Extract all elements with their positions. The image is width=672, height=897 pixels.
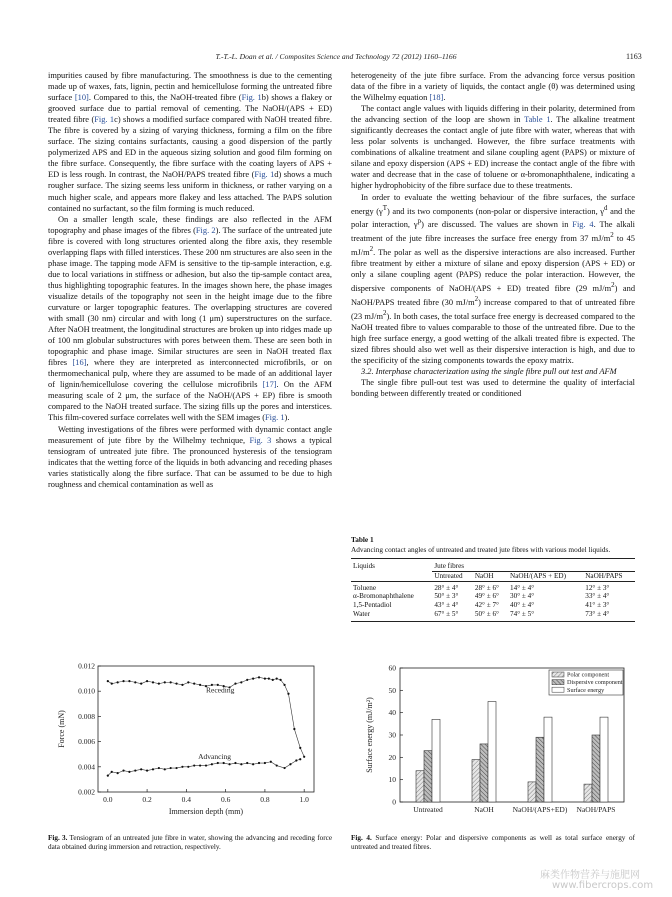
annotation-receding: Receding: [206, 685, 235, 695]
data-point: [268, 678, 270, 680]
legend-swatch: [552, 672, 564, 677]
data-point: [134, 769, 136, 771]
legend-label: Polar component: [567, 671, 610, 679]
y-tick-label: 0.004: [78, 762, 95, 772]
data-point: [211, 763, 213, 765]
data-point: [170, 681, 172, 683]
data-point: [289, 763, 291, 765]
fig3-caption: Fig. 3. Tensiogram of an untreated jute fibre in water, showing the advancing and receding force data obtained during immersion and retraction, respectively.: [48, 834, 333, 852]
table-row: α-Bromonaphthalene 50° ± 3° 49° ± 6° 30° ± 4° 33° ± 4°: [353, 592, 610, 601]
page-number: 1163: [626, 52, 642, 61]
table-link[interactable]: Table 1: [524, 115, 551, 125]
x-tick-label: NaOH/PAPS: [576, 805, 616, 814]
data-point: [193, 764, 195, 766]
y-tick-label: 0.012: [78, 661, 95, 671]
data-point: [299, 758, 301, 760]
legend-swatch: [552, 687, 564, 692]
data-point: [280, 679, 282, 681]
data-point: [181, 684, 183, 686]
table-row: Toluene 28° ± 4° 28° ± 6° 14° ± 4° 12° ± 3°: [353, 583, 610, 592]
annotation-advancing: Advancing: [198, 752, 232, 762]
y-tick-label: 0.010: [78, 686, 95, 696]
y-tick-label: 0.006: [78, 737, 95, 747]
y-axis-label: Surface energy (mJ/m²): [365, 697, 374, 773]
table-row: Water 67° ± 5° 50° ± 6° 74° ± 5° 73° ± 4°: [351, 610, 635, 621]
y-tick-label: 0.008: [78, 711, 95, 721]
fig-link[interactable]: Fig. 1: [264, 413, 285, 423]
legend-label: Surface energy: [567, 686, 605, 694]
x-tick-label: 0.0: [103, 795, 113, 804]
bar-polar-component: [584, 784, 592, 802]
table-header-liquids: Liquids: [353, 562, 375, 571]
fig-link[interactable]: Fig. 3: [249, 435, 272, 445]
data-point: [246, 679, 248, 681]
table-col-header: NaOH: [474, 571, 494, 580]
y-tick-label: 40: [388, 708, 396, 718]
data-point: [217, 762, 219, 764]
y-tick-label: 10: [388, 775, 396, 785]
fig-link[interactable]: Fig. 2: [195, 225, 216, 235]
x-tick-label: NaOH: [474, 805, 494, 814]
y-axis-label: Force (mN): [57, 710, 66, 748]
right-paragraph-4: The single fibre pull-out test was used to determine the quality of interfacial bonding between differently treated or conditioned: [351, 377, 635, 398]
y-tick-label: 0.002: [78, 787, 95, 797]
fig4-surface-energy-chart: [360, 662, 632, 830]
y-tick-label: 60: [388, 663, 396, 673]
bar-surface-energy: [600, 717, 608, 802]
ref-link[interactable]: [16]: [72, 358, 87, 368]
table-col-header: Untreated: [434, 571, 463, 580]
data-point: [252, 763, 254, 765]
data-point: [122, 680, 124, 682]
left-column: [48, 70, 332, 490]
x-tick-label: 0.6: [220, 795, 231, 804]
x-axis-label: Immersion depth (mm): [168, 807, 244, 816]
data-point: [146, 680, 148, 682]
data-point: [158, 767, 160, 769]
data-point: [272, 679, 274, 681]
fig-link[interactable]: Fig. 1: [241, 93, 262, 103]
data-point: [246, 762, 248, 764]
data-point: [283, 767, 285, 769]
ref-link[interactable]: [17]: [262, 380, 277, 390]
bar-surface-energy: [488, 702, 496, 803]
bar-dispersive-component: [424, 751, 432, 802]
data-point: [111, 683, 113, 685]
table-header-group: Jute fibres: [432, 559, 635, 572]
data-point: [175, 767, 177, 769]
data-point: [258, 762, 260, 764]
data-point: [276, 764, 278, 766]
data-point: [134, 681, 136, 683]
data-point: [122, 769, 124, 771]
watermark-chinese: 麻类作物营养与施肥网: [540, 870, 640, 881]
x-tick-label: 0.8: [260, 795, 270, 804]
data-point: [140, 768, 142, 770]
bar-polar-component: [472, 760, 480, 802]
table-row: 1,5-Pentadiol 43° ± 4° 42° ± 7° 40° ± 4° 41° ± 3°: [353, 601, 610, 610]
data-point: [264, 762, 266, 764]
data-point: [252, 678, 254, 680]
bar-polar-component: [528, 782, 536, 802]
bar-dispersive-component: [592, 735, 600, 802]
data-point: [107, 775, 109, 777]
data-point: [181, 766, 183, 768]
data-point: [117, 681, 119, 683]
data-point: [264, 678, 266, 680]
legend-swatch: [552, 680, 564, 685]
x-tick-label: 1.0: [299, 795, 309, 804]
x-tick-label: Untreated: [413, 805, 443, 814]
data-point: [287, 693, 289, 695]
data-point: [111, 771, 113, 773]
x-tick-label: 0.4: [181, 795, 192, 804]
bar-dispersive-component: [536, 737, 544, 802]
data-point: [146, 769, 148, 771]
data-point: [283, 684, 285, 686]
data-point: [199, 764, 201, 766]
fig-link[interactable]: Fig. 4: [572, 220, 594, 230]
data-point: [140, 683, 142, 685]
data-point: [152, 681, 154, 683]
data-point: [107, 680, 109, 682]
data-point: [175, 683, 177, 685]
section-heading: 3.2. Interphase characterization using the single fibre pull out test and AFM: [361, 366, 617, 376]
data-point: [152, 768, 154, 770]
right-column: [351, 70, 635, 399]
data-point: [276, 678, 278, 680]
data-point: [193, 683, 195, 685]
right-paragraph-1: heterogeneity of the jute fibre surface. From the advancing force versus position data of the fibre in a variety of liquids, the contact angle (θ) was determined using the Wilhelmy equation [18].: [351, 71, 635, 103]
watermark-url: www.fibercrops.com: [552, 880, 654, 891]
x-tick-label: 0.2: [142, 795, 152, 804]
data-point: [187, 681, 189, 683]
table-1: [351, 535, 635, 622]
data-point: [299, 747, 301, 749]
table-col-header: NaOH/(APS + ED): [510, 571, 567, 580]
data-point: [128, 680, 130, 682]
table-col-header: NaOH/PAPS: [585, 571, 623, 580]
data-point: [228, 763, 230, 765]
contact-angle-table: [351, 558, 635, 622]
data-point: [293, 728, 295, 730]
data-point: [270, 761, 272, 763]
data-point: [170, 767, 172, 769]
legend-label: Dispersive component: [567, 679, 623, 687]
left-paragraph-3: Wetting investigations of the fibres were performed with dynamic contact angle measurement of jute fibre by the Wilhelmy technique, Fig. 3 shows a typical tensiogram of untreated jute fibre. The pronounced hysteresis of the tensiogram indicates that the wetting force of the liquids in both advancing and receding phases varies statistically along the fibre surface. That can be assumed to be due to high roughness and chemical contamination as well as: [48, 424, 332, 489]
data-point: [164, 681, 166, 683]
data-point: [234, 683, 236, 685]
y-tick-label: 0: [392, 797, 396, 807]
right-paragraph-3: In order to evaluate the wetting behaviour of the fibre surfaces, the surface energy $(\gamma^T)$ and its two components (non-polar or dispersive interaction, $\gamma^d$ and the polar interaction, $\gamma^p$) are discussed. The values are shown in Fig. 4. The alkali treatment of the jute fibre increases the surface free energy from 37 $mJ/m^2$ to 45 $mJ/m^2$. The polar as well as the dispersive interactions are also increased. Further fibre treatment by either a mixture of silane and epoxy dispersion (APS + ED) or only a silane coupling agent (PAPS) reduce the polar interaction. However, the dispersive components of NaOH/(APS + ED) treated fibre (29 $mJ/m^2$) and NaOH/PAPS treated fibre (30 $mJ/m^2$) increase compared to that of untreated fibre (23 $mJ/m^2$). In both cases, the total surface free energy is decreased compared to the NaOH treated fibre to values comparable to those of the untreated fibre. Due to the high free surface energy, a good wetting of the alkali treated fibre is expected. The sized fibres should also wet well as their dispersive interaction is high, and due to the specificity of the sizing components towards the epoxy matrix.: [351, 192, 636, 365]
data-point: [223, 762, 225, 764]
data-point: [258, 676, 260, 678]
data-point: [295, 759, 297, 761]
data-point: [158, 683, 160, 685]
left-paragraph-1: impurities caused by fibre manufacturing. The smoothness is due to the cementing made up of waxes, fats, lignin, pectin and hemicellulose forming the untreated fibre surface [10]. Compared to this, the NaOH-treated fibre (Fig. 1b) shows a flakey or grooved surface due to partial removal of cementing. The NaOH/(APS + ED) treated fibre (Fig. 1c) shows a modified surface compared with NaOH treated fibre. The fibre is covered by a sizing of varying thickness, forming a film on the fibre surface. The sizing contains surfactants, causing a good dispersion of the partly polymerized APS and ED in the aqueous sizing solution and good film forming on the fibre surface. Consequently, the fibre surface with the coating layers of APS + ED is less rough. In contrast, the NaOH/PAPS treated fibre (Fig. 1d) shows a much rougher surface. The sizing seems less uniform in thickness, or rather varying on a much higher scale, and appears more flakey and less attached. The PAPS solution contained no surfactant, so the film forming is much reduced.: [48, 71, 332, 213]
right-paragraph-2: The contact angle values with liquids differing in their polarity, determined from the advancing section of the loop are shown in Table 1. The alkaline treatment significantly decreases the contact angle of jute fibre with water, whereas that with less polar solvents is unchanged. However, the fibre surface treatments with combinations of alkaline treatment and silane coupling agent (PAPS) or mixture of silane and epoxy dispersion (APS + ED) increase the contact angle of the fibre with water and decrease that in the case of toluene or α-bromonaphthalene, indicating a higher hydrophobicity of the fibre surface due to these treatments.: [351, 104, 636, 191]
data-point: [303, 756, 305, 758]
data-point: [234, 762, 236, 764]
bar-surface-energy: [432, 719, 440, 802]
data-point: [199, 684, 201, 686]
y-tick-label: 20: [388, 752, 396, 762]
bar-dispersive-component: [480, 744, 488, 802]
data-point: [240, 763, 242, 765]
data-point: [240, 681, 242, 683]
fig3-tensiogram: [52, 660, 330, 820]
x-tick-label: NaOH/(APS+ED): [512, 805, 568, 814]
ref-link[interactable]: [18]: [429, 93, 444, 103]
data-point: [128, 771, 130, 773]
data-point: [117, 772, 119, 774]
data-point: [164, 768, 166, 770]
fig4-caption: Fig. 4. Surface energy: Polar and dispersive components as well as total surface energy of untreated and treated fibres.: [351, 834, 635, 852]
bar-surface-energy: [544, 717, 552, 802]
y-tick-label: 30: [388, 730, 396, 740]
y-tick-label: 50: [388, 685, 396, 695]
data-point: [205, 764, 207, 766]
fig-link[interactable]: Fig. 1: [94, 115, 115, 125]
fig-link[interactable]: Fig. 1: [254, 170, 275, 180]
bar-polar-component: [416, 771, 424, 802]
data-point: [187, 766, 189, 768]
running-header: T.-T.-L. Doan et al. / Composites Science and Technology 72 (2012) 1160–1166: [215, 52, 457, 61]
left-paragraph-2: On a smaller length scale, these findings are also reflected in the AFM topography and phase images of the fibres (Fig. 2). The surface of the untreated jute fibre is covered with long structures oriented along the fibre axis, they resemble overlapping flaps with filled interstices. These 200 nm structures are also seen in the phase image. The tapping mode AFM is sensitive to the tip-sample interaction, e.g. due to local variations in stiffness or adhesion, but also the tip-sample contact area, thus highlighting topographic features. In the images shown here, the phase images visualize details of the topography not seen in the height image due to the fibre curvature or larger topographic features. The overlapping structures are covered with small (30 nm) circular and with long (1 μm) superstructures on the surface. After NaOH treatment, the longitudinal structures are broken up into ridges made up of 100 nm globular substructures with pores between them. These are seen both in topographic and phase image. Similar structures are seen in NaOH treated flax fibres [16], where they are interpreted as interconnected microfibrils, or on thermomechanical pulp, where they are assumed to be made of an additional layer of lignin/hemicellulose covering the cellulose microfibrils [17]. On the AFM measuring scale of 2 μm, the surface of the NaOH/(APS + EP) fibre is smooth compared to the NaOH treated surface. The sizing fills up the pores and interstices. This film-covered surface correlates well with the SEM images (Fig. 1).: [48, 214, 332, 423]
table-caption: Table 1 Advancing contact angles of untreated and treated jute fibres with various model liquids.: [351, 535, 611, 554]
ref-link[interactable]: [10]: [74, 93, 89, 103]
